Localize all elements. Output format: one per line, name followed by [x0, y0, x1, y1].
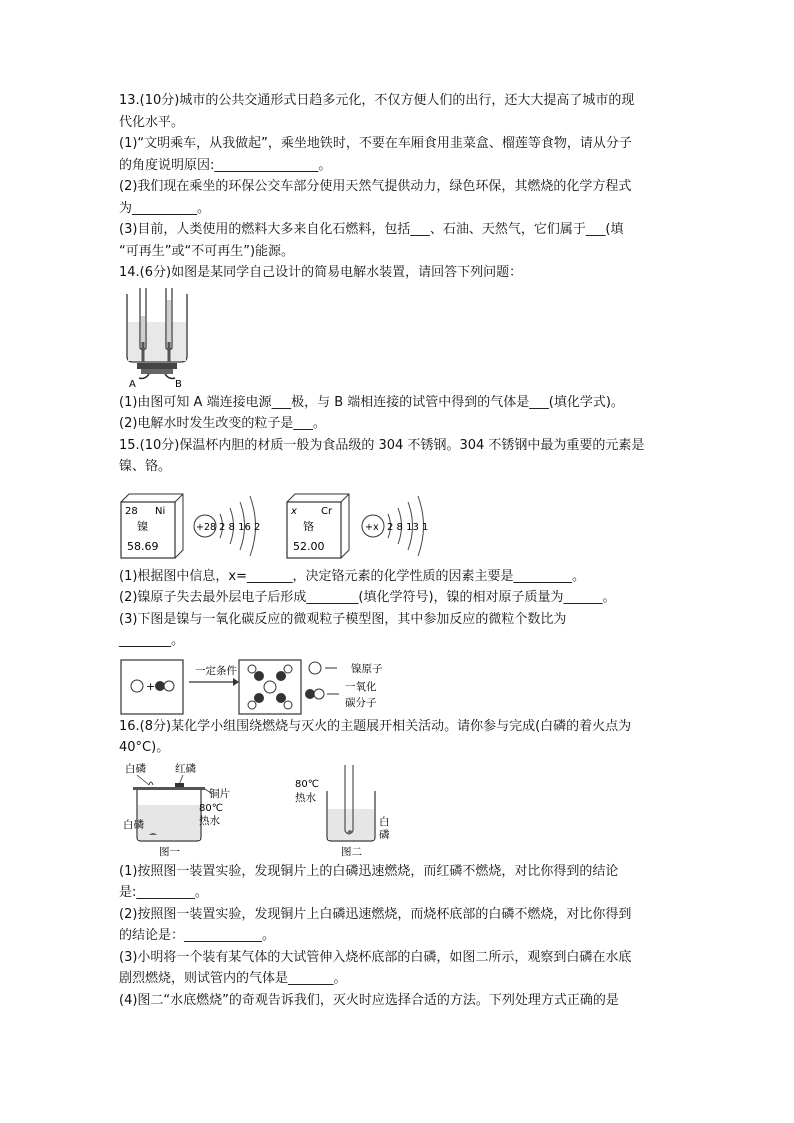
fig1-red-p: 红磷	[175, 762, 196, 775]
legend-co-line1: 一氧化	[345, 680, 377, 693]
element-cards-and-atoms	[119, 480, 479, 566]
combustion-figures	[119, 761, 679, 863]
electrolysis-apparatus	[119, 286, 199, 392]
question-13	[119, 92, 679, 261]
q14-line: (1)由图可知 A 端连接电源___极，与 B 端相连接的试管中得到的气体是___(填化学式)。	[119, 394, 624, 410]
q16-line: (4)图二“水底燃烧”的奇观告诉我们，灭火时应选择合适的方法。下列处理方式正确的是	[119, 992, 619, 1008]
question-14	[119, 264, 679, 433]
q15-line: (2)镍原子失去最外层电子后形成________(填化学符号)，镍的相对原子质量为______。	[119, 590, 616, 605]
q16-intro: 40°C)。	[119, 740, 170, 755]
ni-name: 镍	[137, 519, 148, 533]
fig1-caption: 图一	[159, 845, 180, 858]
q15-line: (3)下图是镍与一氧化碳反应的微观粒子模型图，其中参加反应的微粒个数比为	[119, 611, 567, 627]
question-15	[119, 437, 679, 718]
q15-line: (1)根据图中信息，x=_______，决定铬元素的化学性质的因素主要是_________。	[119, 568, 586, 584]
fig1-copper: 铜片	[209, 787, 230, 800]
fig2-water: 热水	[295, 791, 316, 804]
q15-intro: 15.(10分)保温杯内胆的材质一般为食品级的 304 不锈钢。304 不锈钢中最为重要的元素是	[119, 437, 645, 453]
fig1-temp: 80℃	[199, 802, 223, 814]
fig2-white-p-1: 白	[379, 815, 390, 828]
q14-intro: 14.(6分)如图是某同学自己设计的简易电解水装置，请回答下列问题：	[119, 265, 523, 280]
q13-line: 的角度说明原因:________________。	[119, 157, 332, 173]
ni-mass: 58.69	[127, 539, 159, 553]
legend-co-line2: 碳分子	[345, 696, 377, 709]
q13-line: “可再生”或“不可再生”)能源。	[119, 243, 295, 259]
q14-line: (2)电解水时发生改变的粒子是___。	[119, 416, 326, 431]
q13-line: (2)我们现在乘坐的环保公交车部分使用天然气提供动力，绿色环保，其燃烧的化学方程式	[119, 179, 632, 194]
q13-line: 13.(10分)城市的公共交通形式日趋多元化，不仅方便人们的出行，还大大提高了城市的现	[119, 93, 635, 108]
cr-symbol: Cr	[321, 505, 333, 517]
exam-page	[119, 92, 679, 1013]
reaction-model-diagram	[119, 654, 459, 716]
ni-number: 28	[125, 505, 138, 517]
reaction-model-figure	[119, 654, 679, 718]
cr-number: x	[291, 505, 297, 517]
fig1-water: 热水	[199, 814, 220, 827]
ni-symbol: Ni	[155, 505, 166, 517]
cr-nucleus: +x	[365, 521, 379, 533]
ni-nucleus: +28	[196, 521, 217, 533]
electrolysis-figure	[119, 286, 679, 394]
question-16	[119, 718, 679, 1010]
fig2-white-p-2: 磷	[379, 828, 390, 841]
cr-shells: 2 8 13 1	[387, 521, 429, 533]
q16-line: (3)小明将一个装有某气体的大试管伸入烧杯底部的白磷，如图二所示，观察到白磷在水底	[119, 949, 632, 965]
q16-line: 是:_________。	[119, 885, 208, 900]
cr-name: 铬	[303, 519, 314, 533]
q16-line: 的结论是：____________。	[119, 928, 276, 943]
label-b: B	[175, 378, 182, 390]
element-figure	[119, 480, 679, 568]
legend-ni: 镍原子	[351, 662, 383, 675]
ni-shells: 2 8 16 2	[219, 521, 261, 533]
q13-line: (1)“文明乘车，从我做起”，乘坐地铁时，不要在车厢食用韭菜盒、榴莲等食物，请从分子	[119, 136, 632, 151]
q16-intro: 16.(8分)某化学小组围绕燃烧与灭火的主题展开相关活动。请你参与完成(白磷的着火点为	[119, 718, 632, 734]
q16-line: (1)按照图一装置实验，发现铜片上的白磷迅速燃烧，而红磷不燃烧，对比你得到的结论	[119, 863, 619, 879]
fig2-temp: 80℃	[295, 778, 319, 790]
fig1-white-p-bottom: 白磷	[123, 818, 144, 831]
plus-sign: +	[146, 679, 156, 693]
q13-line: (3)目前，人类使用的燃料大多来自化石燃料，包括___、石油、天然气，它们属于___(填	[119, 222, 624, 237]
q15-line: ________。	[119, 633, 185, 648]
q13-line: 代化水平。	[119, 114, 185, 130]
fig2-caption: 图二	[341, 845, 362, 858]
cr-mass: 52.00	[293, 539, 325, 553]
reaction-condition: 一定条件	[195, 664, 237, 677]
q13-line: 为__________。	[119, 200, 211, 216]
q15-intro: 镍、铬。	[119, 459, 172, 474]
fig1-white-p-top: 白磷	[125, 762, 146, 775]
combustion-experiments	[119, 761, 409, 861]
q16-line: 剧烈燃烧，则试管内的气体是_______。	[119, 971, 347, 986]
q16-line: (2)按照图一装置实验，发现铜片上白磷迅速燃烧，而烧杯底部的白磷不燃烧，对比你得到	[119, 906, 632, 922]
label-a: A	[129, 378, 136, 390]
